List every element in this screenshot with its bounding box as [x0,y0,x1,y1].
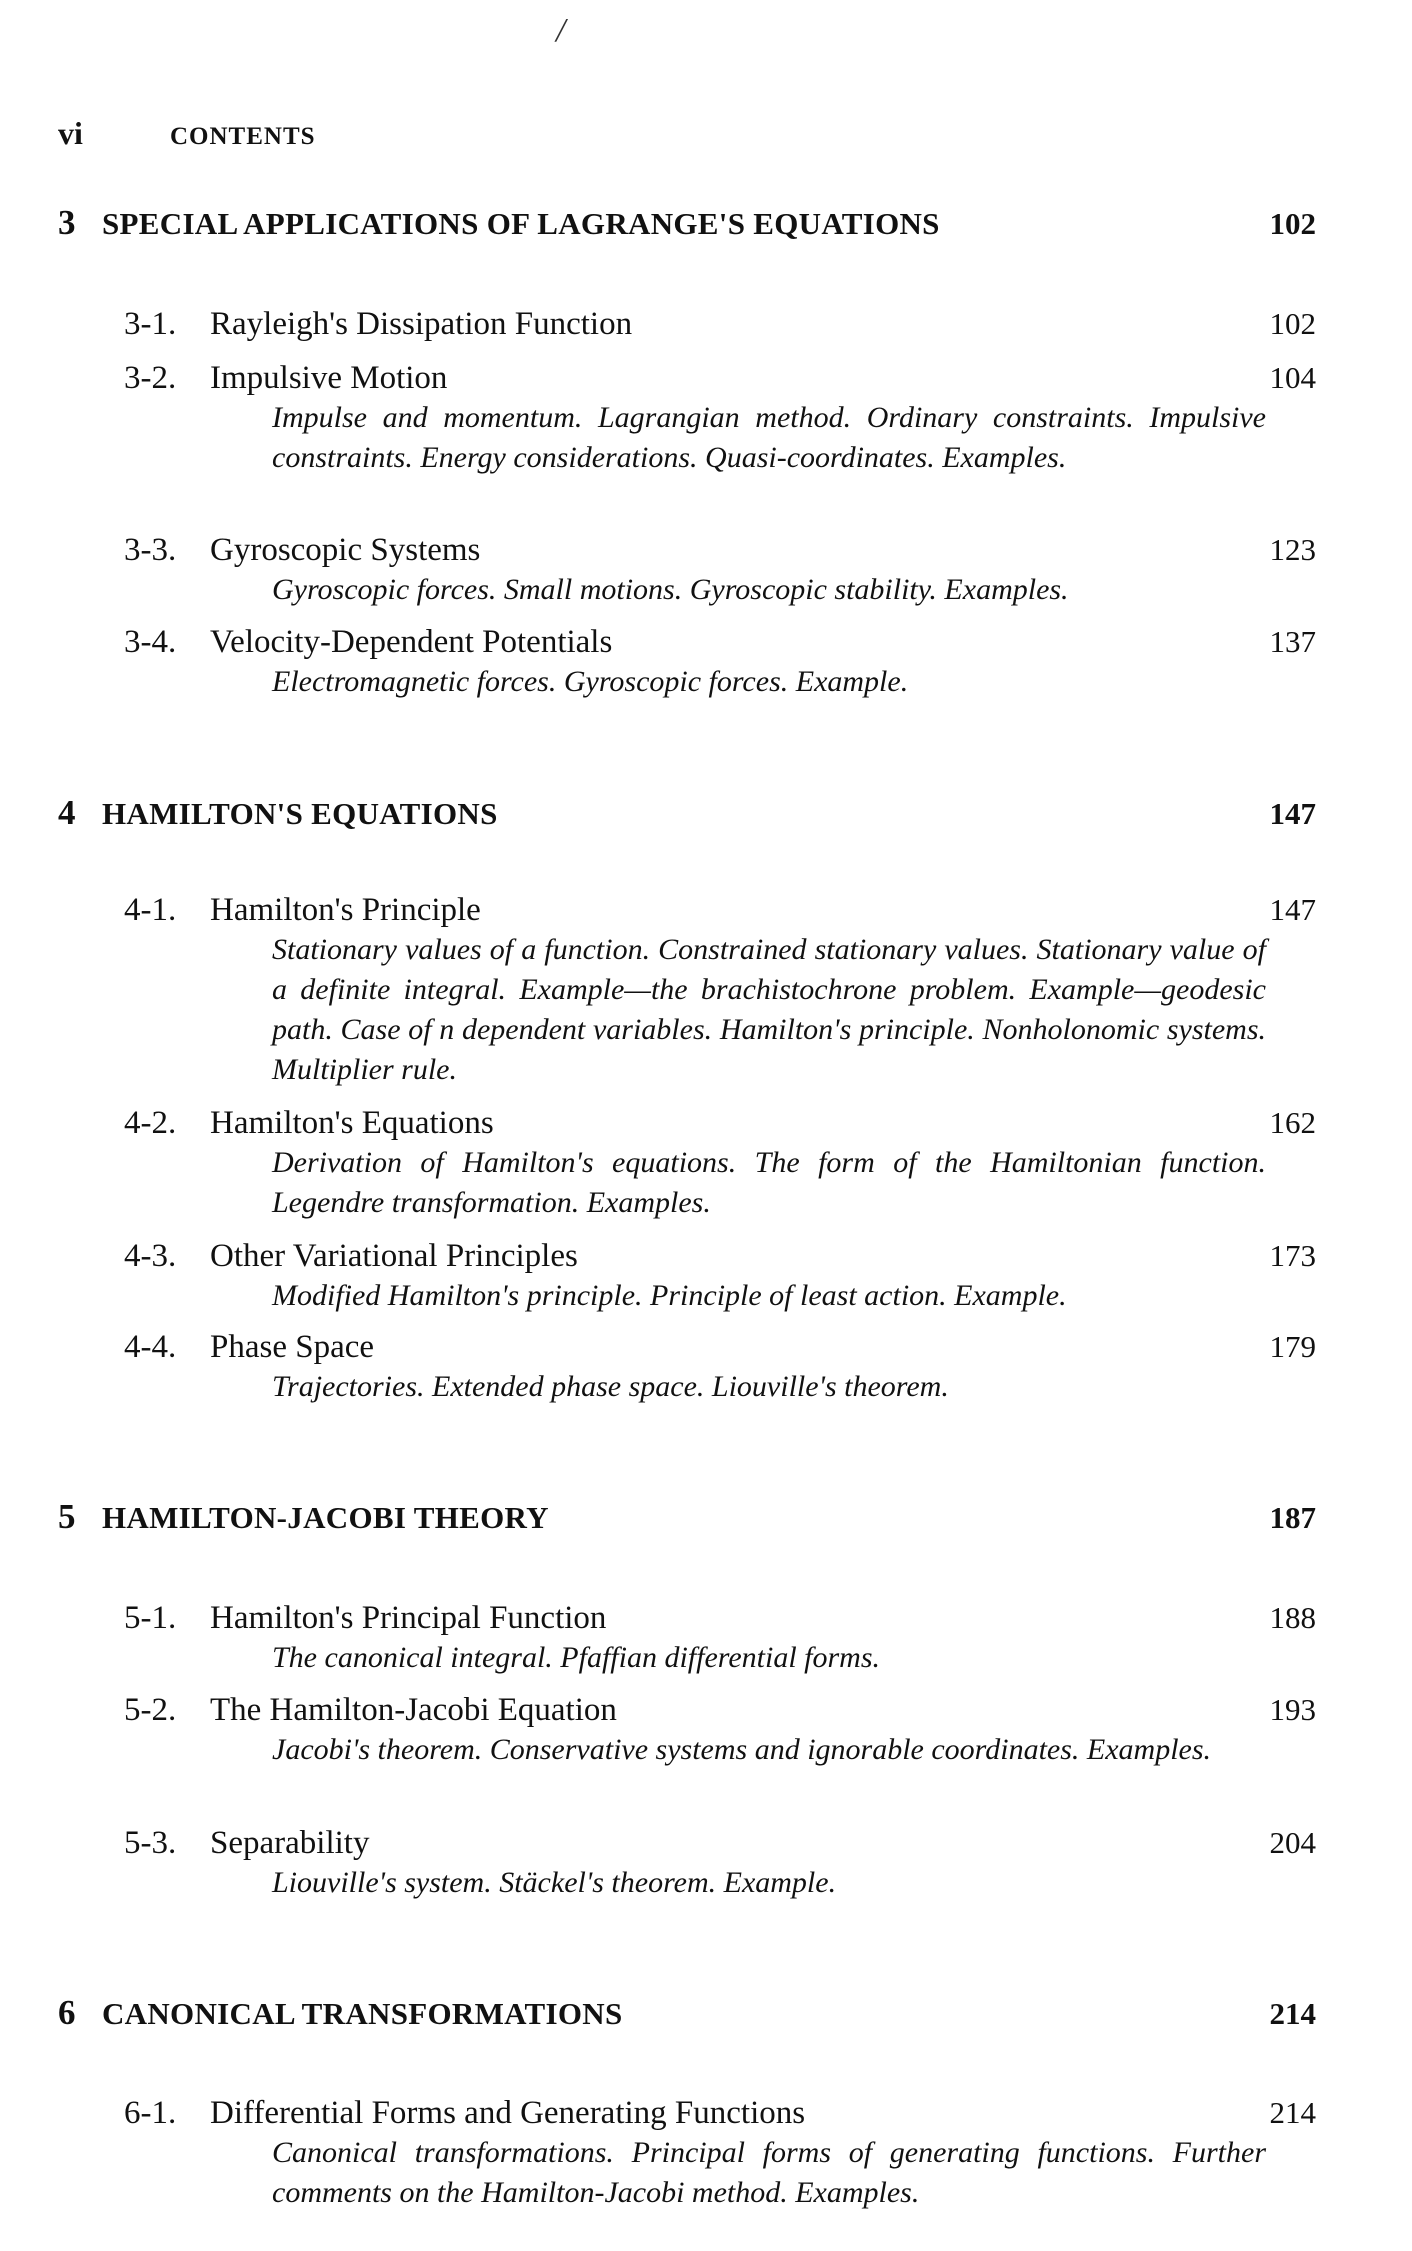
chapter-title: HAMILTON'S EQUATIONS [102,796,498,831]
page-folio: vi [58,115,83,151]
section-description: Liouville's system. Stäckel's theorem. Example. [272,1866,837,1899]
section-heading [124,1598,1316,1638]
section-number: 4-4. [124,1329,177,1365]
chapter-number: 6 [58,1993,76,2032]
section-title: Separability [210,1825,370,1861]
section-description: Stationary values of a function. Constrained stationary values. Stationary value of a definite integral. Example—the brachistochrone problem. Example—geodesic path. Case of n dependent variables. Hamilton's principle. Nonholonomic systems. Multiplier rule. [272,933,1266,1086]
section-entry-5-2 [124,1690,1316,1770]
section-description: Jacobi's theorem. Conservative systems and ignorable coordinates. Examples. [272,1733,1212,1766]
section-number: 5-2. [124,1692,177,1728]
section-title: Hamilton's Principle [210,892,481,928]
section-description: Derivation of Hamilton's equations. The form of the Hamiltonian function. Legendre transformation. Examples. [272,1146,1266,1219]
section-title: Differential Forms and Generating Functions [210,2095,806,2131]
section-page: 147 [1269,892,1316,927]
section-description: Electromagnetic forces. Gyroscopic forces. Example. [272,665,909,698]
section-entry-3-3 [124,530,1316,610]
section-title: Phase Space [210,1329,375,1365]
section-entry-4-4 [124,1327,1316,1407]
section-number: 6-1. [124,2095,177,2131]
section-entry-3-2 [124,358,1316,478]
section-title: Hamilton's Principal Function [210,1600,607,1636]
section-title: Other Variational Principles [210,1238,578,1274]
section-entry-5-3 [124,1823,1316,1903]
section-page: 179 [1269,1329,1316,1364]
section-heading [124,530,1316,570]
section-title: Hamilton's Equations [210,1105,494,1141]
section-number: 5-1. [124,1600,177,1636]
section-page: 188 [1269,1600,1316,1635]
section-page: 123 [1269,532,1316,567]
section-description: Trajectories. Extended phase space. Liouville's theorem. [272,1370,949,1403]
section-description: Canonical transformations. Principal forms of generating functions. Further comments on the Hamilton-Jacobi method. Examples. [272,2136,1266,2209]
section-description: Gyroscopic forces. Small motions. Gyroscopic stability. Examples. [272,573,1069,606]
chapter-heading-5 [58,1499,1316,1534]
stray-pen-mark: / [556,12,566,49]
section-heading [124,1690,1316,1730]
section-heading [124,358,1316,398]
chapter-page: 187 [1269,1500,1316,1535]
chapter-heading-6 [58,1995,1316,2030]
section-page: 204 [1269,1825,1316,1860]
chapter-number: 5 [58,1497,76,1536]
section-title: Gyroscopic Systems [210,532,481,568]
section-page: 193 [1269,1692,1316,1727]
section-heading [124,1823,1316,1863]
section-number: 3-4. [124,624,177,660]
section-number: 3-2. [124,360,177,396]
running-title: CONTENTS [170,123,316,150]
chapter-heading-4 [58,795,1316,830]
section-heading [124,622,1316,662]
section-description: The canonical integral. Pfaffian differential forms. [272,1641,881,1674]
chapter-page: 147 [1269,796,1316,831]
section-page: 102 [1269,306,1316,341]
section-heading [124,2093,1316,2133]
section-entry-4-1 [124,890,1316,1090]
section-page: 104 [1269,360,1316,395]
chapter-number: 4 [58,793,76,832]
chapter-number: 3 [58,203,76,242]
section-number: 3-3. [124,532,177,568]
chapter-title: SPECIAL APPLICATIONS OF LAGRANGE'S EQUATIONS [102,206,940,241]
section-entry-3-4 [124,622,1316,702]
chapter-page: 102 [1269,206,1316,241]
section-description: Modified Hamilton's principle. Principle of least action. Example. [272,1279,1067,1312]
section-heading [124,1103,1316,1143]
section-page: 162 [1269,1105,1316,1140]
section-description: Impulse and momentum. Lagrangian method. Ordinary constraints. Impulsive constraints. Energy considerations. Quasi-coordinates. Examples. [272,401,1266,474]
section-title: The Hamilton-Jacobi Equation [210,1692,617,1728]
section-number: 4-2. [124,1105,177,1141]
section-page: 214 [1269,2095,1316,2130]
section-heading [124,1236,1316,1276]
section-heading [124,1327,1316,1367]
section-heading [124,890,1316,930]
section-page: 173 [1269,1238,1316,1273]
section-number: 4-3. [124,1238,177,1274]
section-entry-5-1 [124,1598,1316,1678]
section-title: Impulsive Motion [210,360,448,396]
chapter-heading-3 [58,205,1316,240]
chapter-page: 214 [1269,1996,1316,2031]
section-number: 3-1. [124,306,177,342]
running-head [58,117,316,149]
section-title: Rayleigh's Dissipation Function [210,306,633,342]
section-entry-4-3 [124,1236,1316,1316]
chapter-title: HAMILTON-JACOBI THEORY [102,1500,549,1535]
section-entry-3-1 [124,304,1316,344]
section-number: 5-3. [124,1825,177,1861]
section-page: 137 [1269,624,1316,659]
section-entry-6-1 [124,2093,1316,2213]
section-number: 4-1. [124,892,177,928]
chapter-title: CANONICAL TRANSFORMATIONS [102,1996,623,2031]
section-heading [124,304,1316,344]
section-entry-4-2 [124,1103,1316,1223]
section-title: Velocity-Dependent Potentials [210,624,613,660]
